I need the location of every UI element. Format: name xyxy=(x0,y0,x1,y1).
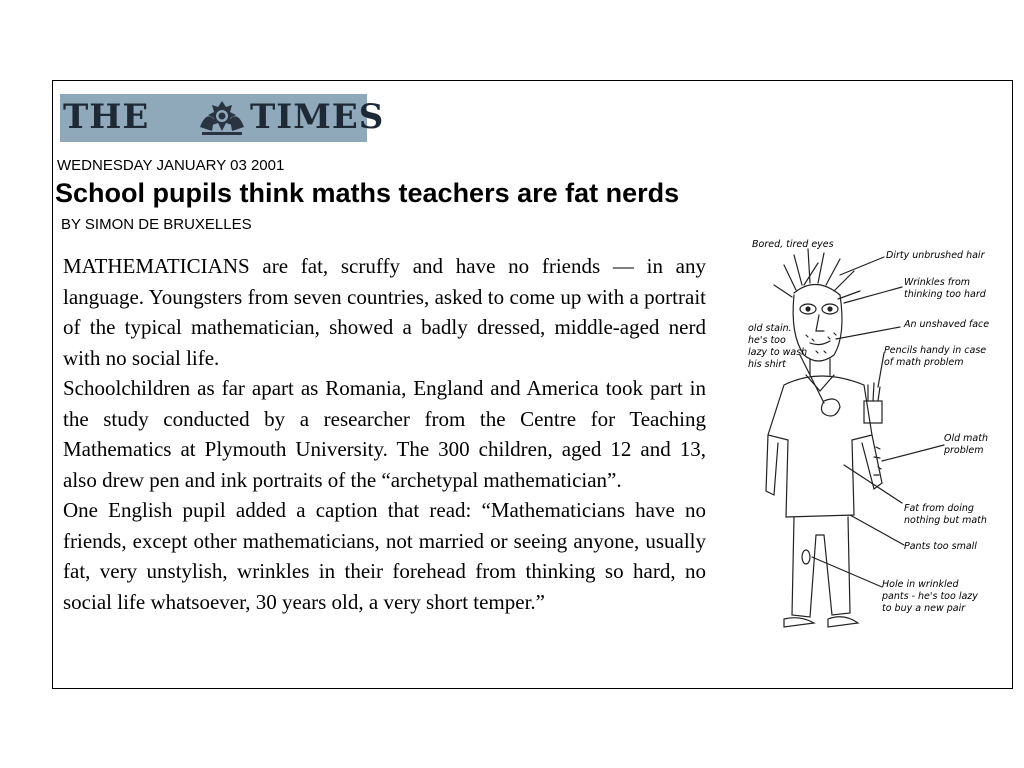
dateline: WEDNESDAY JANUARY 03 2001 xyxy=(57,157,285,174)
newspaper-masthead xyxy=(60,94,385,142)
annotation-dirty-hair: Dirty unbrushed hair xyxy=(886,250,985,261)
article-paragraph: Schoolchildren as far apart as Romania, England and America took part in the study conducted by a researcher from the Centre for Teaching Mathematics at Plymouth University. The 300 children, aged 12 and 13, also drew pen and ink portraits of the “archetypal mathematician”. xyxy=(63,376,706,492)
annotation-bored-eyes: Bored, tired eyes xyxy=(752,239,834,250)
masthead-times: TIMES xyxy=(250,97,385,137)
article-paragraph: MATHEMATICIANS are fat, scruffy and have no friends — in any language. Youngsters from seven countries, asked to come up with a portrait of the typical mathematician, showed a badly dressed, middle-aged nerd with no social life. xyxy=(63,254,706,370)
annotation-fat: Fat from doing nothing but math xyxy=(904,503,987,526)
mathematician-drawing xyxy=(744,235,1008,643)
annotation-old-math: Old math problem xyxy=(944,433,988,456)
annotation-pants: Pants too small xyxy=(904,541,977,552)
annotation-wrinkles: Wrinkles from thinking too hard xyxy=(904,277,986,300)
masthead-the: THE xyxy=(63,97,150,137)
headline: School pupils think maths teachers are fat nerds xyxy=(55,178,680,208)
royal-crest-icon xyxy=(196,97,248,139)
article-paragraph: One English pupil added a caption that read: “Mathematicians have no friends, except other mathematicians, not married or seeing anyone, usually fat, very unstylish, wrinkles in their forehead from thinking so hard, no social life whatsoever, 30 years old, a very short temper.” xyxy=(63,498,706,614)
annotation-hole: Hole in wrinkled pants - he's too lazy to buy a new pair xyxy=(882,579,978,614)
annotation-stain: old stain. he's too lazy to wash his shirt xyxy=(748,323,808,370)
annotation-unshaved: An unshaved face xyxy=(904,319,990,330)
article-body xyxy=(63,251,706,617)
byline: BY SIMON DE BRUXELLES xyxy=(61,216,252,233)
annotation-pencils: Pencils handy in case of math problem xyxy=(884,345,987,368)
